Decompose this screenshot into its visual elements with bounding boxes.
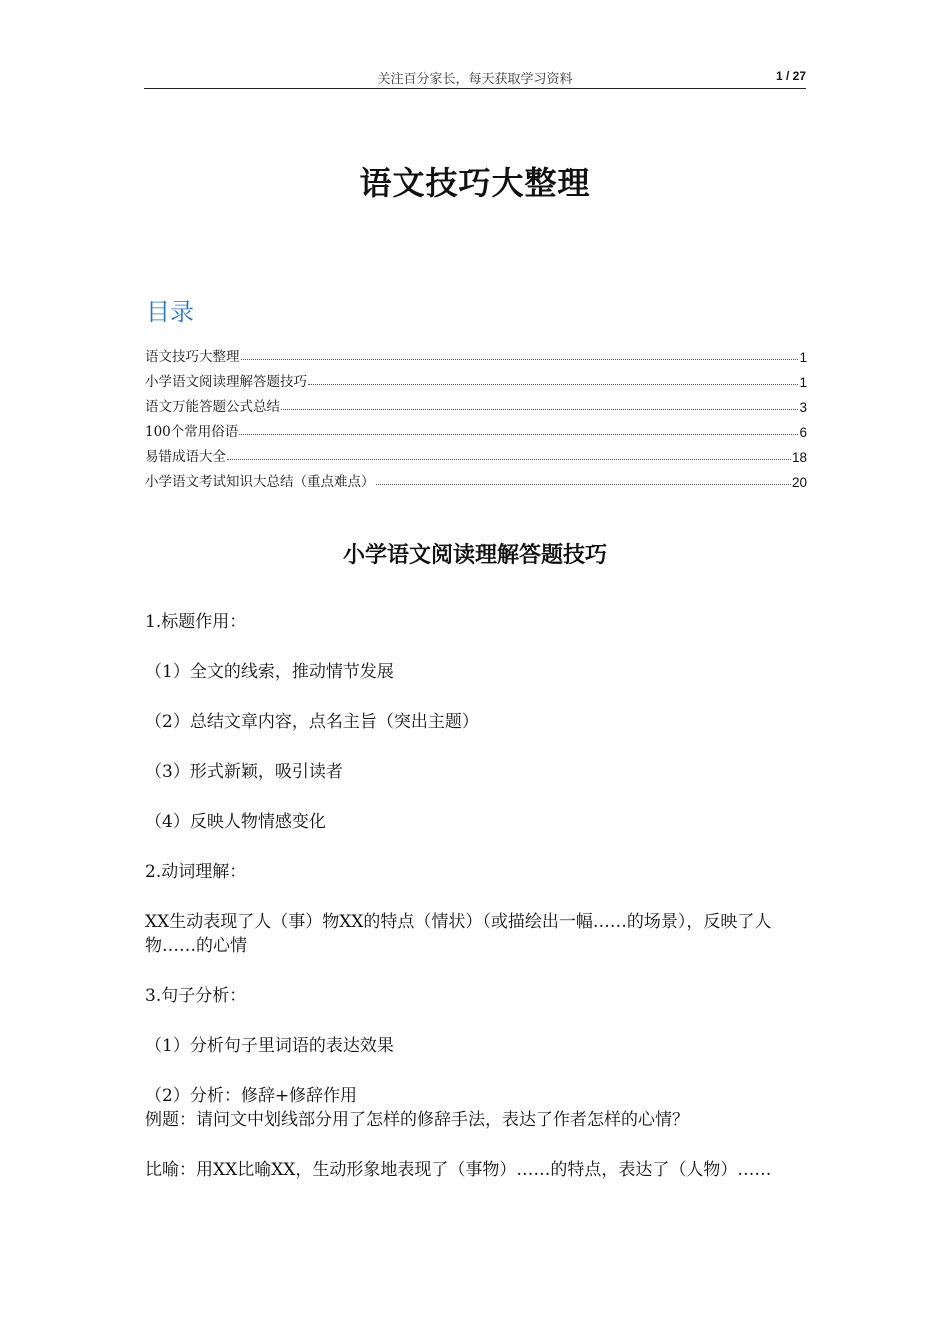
paragraph: 3.句子分析： [145, 986, 247, 1006]
toc-entry-label: 语文技巧大整理 [145, 349, 240, 365]
toc-entry-page: 1 [799, 375, 807, 390]
table-of-contents [145, 340, 807, 490]
page-header [144, 66, 806, 89]
toc-entry[interactable] [145, 390, 807, 415]
toc-entry-page: 6 [799, 425, 807, 440]
toc-leader-dots [281, 409, 798, 410]
document-title: 语文技巧大整理 [359, 164, 591, 202]
page-number: 1 / 27 [775, 69, 806, 83]
toc-entry[interactable] [145, 440, 807, 465]
paragraph: 2.动词理解： [145, 862, 247, 882]
paragraph: XX生动表现了人（事）物XX的特点（情状）（或描绘出一幅……的场景），反映了人物……的心情 [145, 912, 772, 956]
paragraph: 例题：请问文中划线部分用了怎样的修辞手法，表达了作者怎样的心情？ [145, 1110, 689, 1130]
toc-entry-label: 易错成语大全 [145, 449, 226, 465]
paragraph: （2）分析：修辞+修辞作用 [145, 1086, 358, 1106]
toc-entry-page: 1 [799, 350, 807, 365]
toc-entry[interactable] [145, 465, 807, 490]
toc-entry[interactable] [145, 340, 807, 365]
toc-leader-dots [308, 384, 798, 385]
toc-entry-label: 100个常用俗语 [145, 424, 239, 440]
toc-entry-page: 20 [791, 475, 807, 490]
toc-leader-dots [241, 359, 799, 360]
toc-entry[interactable] [145, 415, 807, 440]
toc-entry-page: 18 [791, 450, 807, 465]
paragraph: （4）反映人物情感变化 [145, 812, 326, 832]
section-title: 小学语文阅读理解答题技巧 [342, 542, 607, 568]
toc-entry[interactable] [145, 365, 807, 390]
paragraph: （3）形式新颖，吸引读者 [145, 762, 343, 782]
toc-leader-dots [239, 434, 798, 435]
paragraph: 1.标题作用： [145, 612, 247, 632]
toc-entry-label: 小学语文阅读理解答题技巧 [145, 374, 307, 390]
paragraph: （2）总结文章内容，点名主旨（突出主题） [145, 712, 479, 732]
toc-entry-page: 3 [799, 400, 807, 415]
paragraph: （1）分析句子里词语的表达效果 [145, 1036, 394, 1056]
paragraph: 比喻：用XX比喻XX，生动形象地表现了（事物）……的特点，表达了（人物）…… [145, 1160, 772, 1180]
toc-leader-dots [227, 459, 791, 460]
toc-leader-dots [376, 484, 791, 485]
toc-entry-label: 小学语文考试知识大总结（重点难点） [145, 474, 375, 490]
header-text: 关注百分家长，每天获取学习资料 [377, 72, 573, 87]
toc-entry-label: 语文万能答题公式总结 [145, 399, 280, 415]
toc-heading: 目录 [146, 298, 194, 326]
paragraph: （1）全文的线索，推动情节发展 [145, 662, 394, 682]
